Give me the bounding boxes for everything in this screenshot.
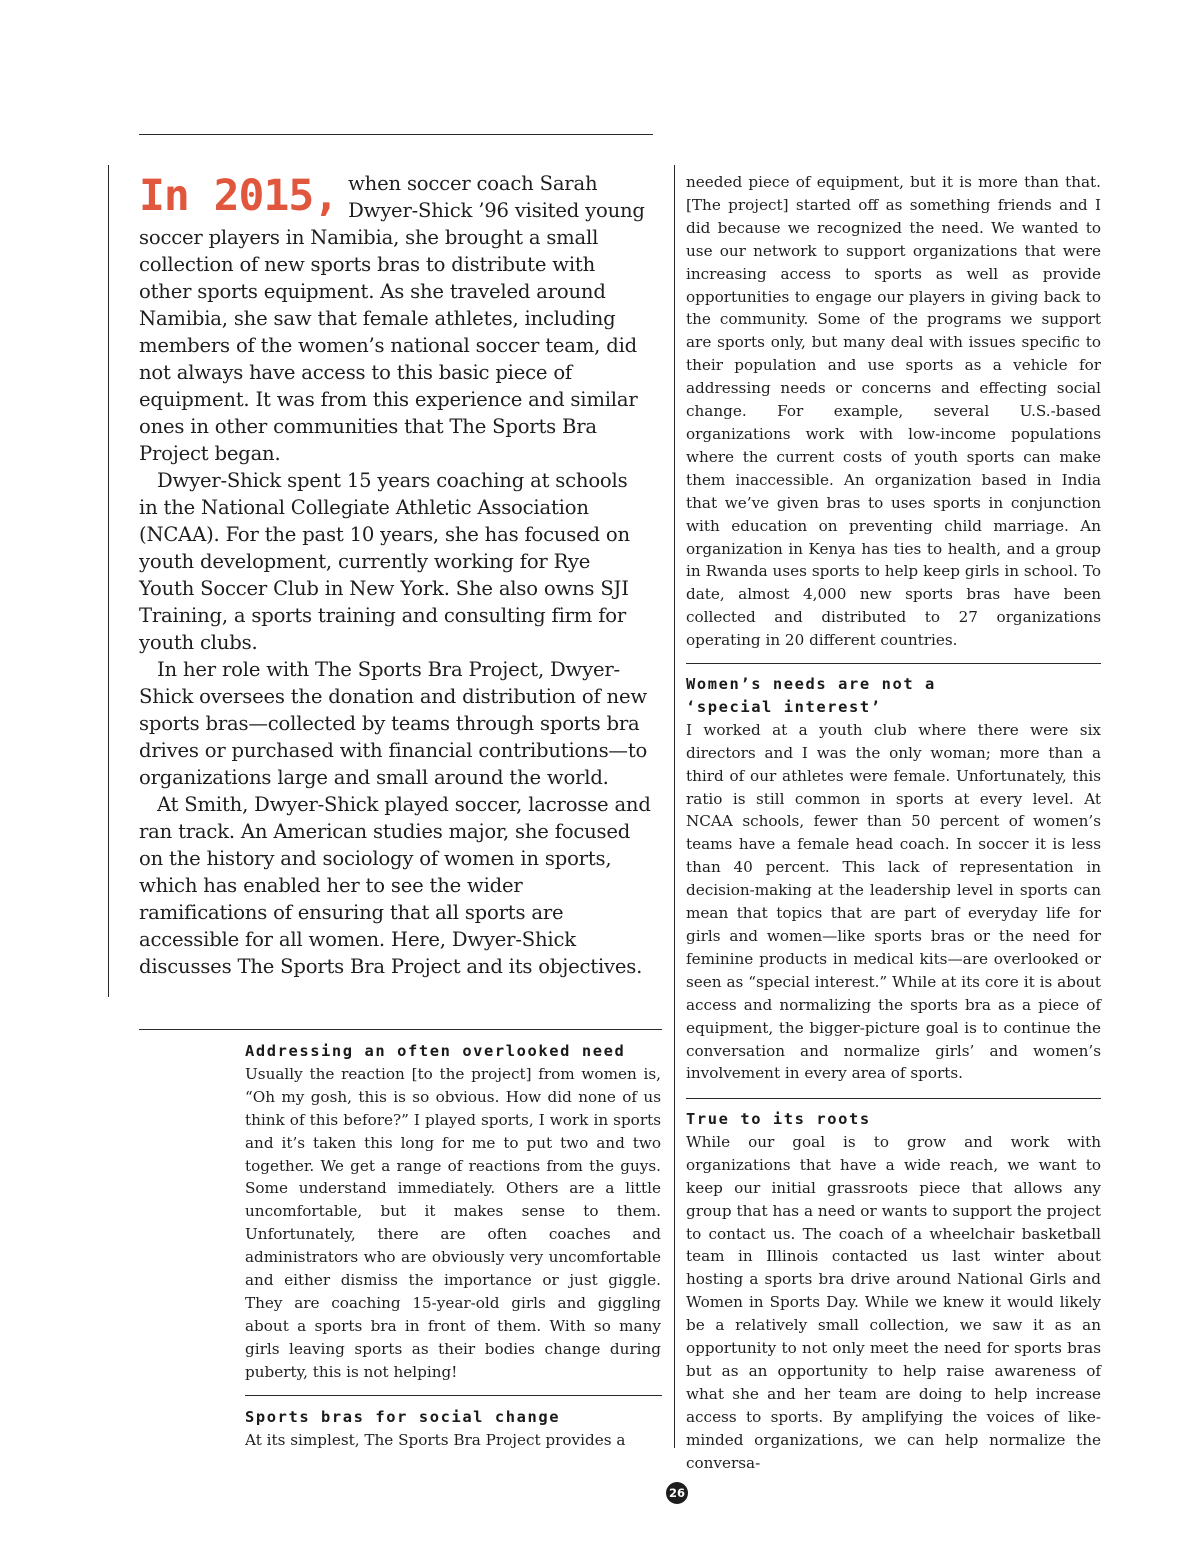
section-divider-special xyxy=(686,663,1101,664)
section-overlooked-need xyxy=(245,1040,661,1384)
section-heading: Women’s needs are not a ‘special interest’ xyxy=(686,675,936,716)
column-divider xyxy=(674,165,675,1448)
intro-paragraph-4: At Smith, Dwyer-Shick played soccer, lacrosse and ran track. An American studies major, she focused on the history and sociology of women in sports, which has enabled her to see the wider ramifications of ensuring that all sports are accessible for all women. Here, Dwyer-Shick discusses The Sports Bra Project and its objectives. xyxy=(139,793,651,978)
section-body: Usually the reaction [to the project] from women is, “Oh my gosh, this is so obvious. How did none of us think of this before?” I played sports, I work in sports and it’s taken this long for me to put two and two together. We get a range of reactions from the guys. Some understand immediately. Others are a little uncomfortable, but it makes sense to them. Unfortunately, there are often coaches and administrators who are obviously very uncomfortable and either dismiss the importance or just giggle. They are coaching 15-year-old girls and giggling about a sports bra in front of them. With so many girls leaving sports as their bodies change during puberty, this is not helping! xyxy=(245,1064,661,1381)
intro-lead-text: when soccer coach Sarah Dwyer-Shick ’96 visited young soccer players in Namibia, she brought a small collection of new sports bras to distribute with other sports equipment. As she traveled around Namibia, she saw that female athletes, including members of the women’s national soccer team, did not always have access to this basic piece of equipment. It was from this experience and similar ones in other communities that The Sports Bra Project began. xyxy=(139,172,645,465)
page-number: 26 xyxy=(666,1482,688,1504)
section-body: needed piece of equipment, but it is more than that. [The project] started off as something friends and I did because we recognized the need. We wanted to use our network to support organizations that were increasing access to sports as well as provide opportunities to engage our players in giving back to the community. Some of the programs we support are sports only, but many deal with issues specific to their population and use sports as a vehicle for addressing needs or concerns and effecting social change. For example, several U.S.-based organizations work with low-income populations where the current costs of youth sports can make them inaccessible. An organization based in India that we’ve given bras to uses sports in conjunction with education on preventing child marriage. An organization in Kenya has ties to health, and a group in Rwanda uses sports to help keep girls in school. To date, almost 4,000 new sports bras have been collected and distributed to 27 organizations operating in 20 different countries. xyxy=(686,173,1101,650)
section-true-to-roots xyxy=(686,1108,1101,1475)
intro-column xyxy=(139,170,651,980)
section-special-interest xyxy=(686,673,1101,1085)
section-heading: Addressing an often overlooked need xyxy=(245,1042,626,1060)
section-heading: Sports bras for social change xyxy=(245,1408,561,1426)
top-rule xyxy=(139,134,653,135)
qa-top-rule xyxy=(139,1029,662,1030)
intro-left-bar xyxy=(108,165,109,997)
section-body: At its simplest, The Sports Bra Project provides a xyxy=(245,1430,626,1449)
section-divider-roots xyxy=(686,1098,1101,1099)
section-social-change-continued xyxy=(686,171,1101,652)
intro-paragraph-2: Dwyer-Shick spent 15 years coaching at schools in the National Collegiate Athletic Association (NCAA). For the past 10 years, she has focused on youth development, currently working for Rye Youth Soccer Club in New York. She also owns SJI Training, a sports training and consulting firm for youth clubs. xyxy=(139,469,630,654)
section-divider-social xyxy=(245,1395,662,1396)
dropcap-lead: In 2015, xyxy=(139,171,339,221)
intro-paragraph-1 xyxy=(139,170,651,467)
section-body: While our goal is to grow and work with organizations that have a wide reach, we want to keep our initial grassroots piece that allows any group that has a need or wants to support the project to contact us. The coach of a wheelchair basketball team in Illinois contacted us last winter about hosting a sports bra drive around National Girls and Women in Sports Day. While we knew it would likely be a relatively small collection, we saw it as an opportunity to not only meet the need for sports bras but as an opportunity to help raise awareness of what she and her team are doing to help increase access to sports. By amplifying the voices of like-minded organizations, we can help normalize the conversa- xyxy=(686,1132,1101,1472)
section-social-change xyxy=(245,1406,661,1452)
section-body: I worked at a youth club where there were six directors and I was the only woman; more than a third of our athletes were female. Unfortunately, this ratio is still common in sports at every level. At NCAA schools, fewer than 50 percent of women’s teams have a female head coach. In soccer it is less than 40 percent. This lack of representation in decision-making at the leadership level in sports can mean that topics that are part of everyday life for girls and women—like sports bras or the need for feminine products in medical kits—are overlooked or seen as “special interest.” While at its core it is about access and normalizing the sports bra as a piece of equipment, the bigger-picture goal is to continue the conversation and normalize girls’ and women’s involvement in every area of sports. xyxy=(686,720,1101,1083)
section-heading: True to its roots xyxy=(686,1110,871,1128)
intro-paragraph-3: In her role with The Sports Bra Project, Dwyer-Shick oversees the donation and distribution of new sports bras—collected by teams through sports bra drives or purchased with financial contributions—to organizations large and small around the world. xyxy=(139,658,648,789)
